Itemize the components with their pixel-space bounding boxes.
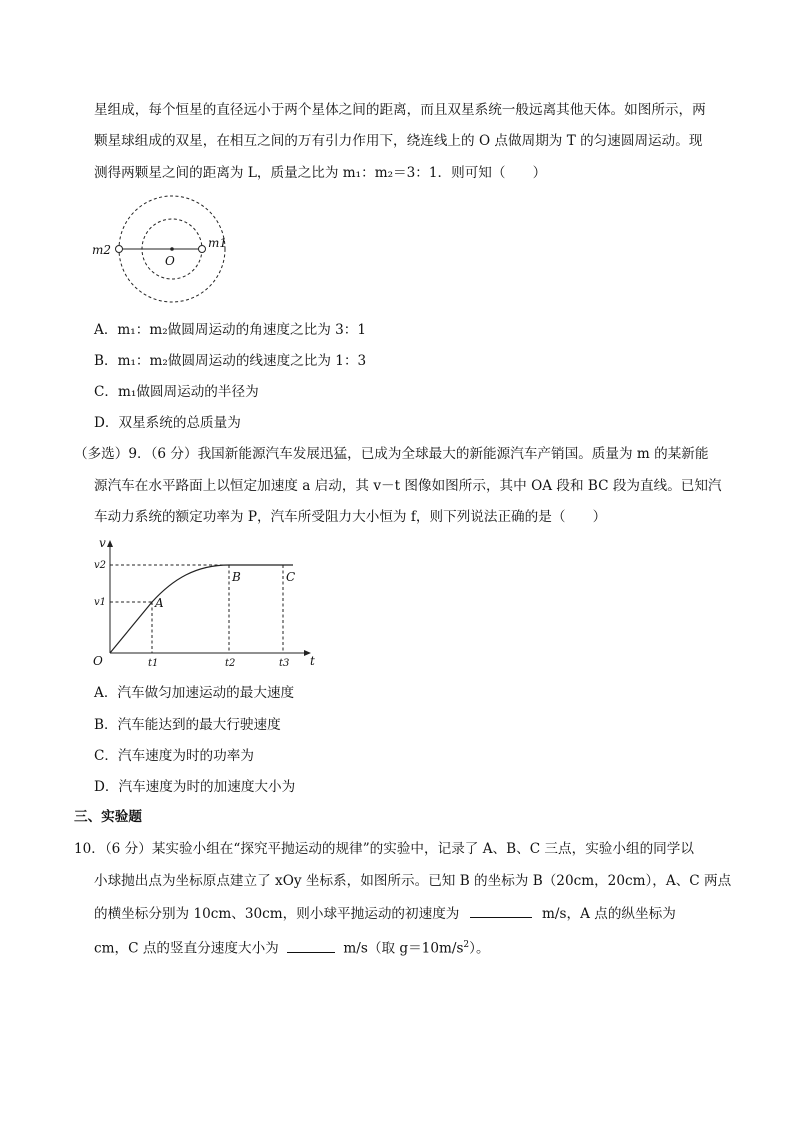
q10-line-4 — [94, 935, 490, 959]
q9-line-2: 源汽车在水平路面上以恒定加速度 a 启动，其 v－t 图像如图所示，其中 OA 段和 BC 段为直线。已知汽 — [94, 478, 722, 494]
q9-option-c[interactable]: C．汽车速度为时的功率为 — [94, 748, 254, 764]
q9-line-3: 车动力系统的额定功率为 P，汽车所受阻力大小恒为 f，则下列说法正确的是（ ） — [94, 509, 607, 525]
label-o: O — [165, 254, 175, 268]
label-t3: t3 — [279, 658, 290, 669]
q8-line-3: 测得两颗星之间的距离为 L，质量之比为 m₁：m₂＝3：1．则可知（ ） — [94, 165, 547, 181]
q10-superscript: 2 — [463, 940, 470, 950]
q8-option-c[interactable]: C．m₁做圆周运动的半径为 — [94, 384, 259, 400]
label-t1: t1 — [148, 658, 159, 669]
q9-option-d[interactable]: D．汽车速度为时的加速度大小为 — [94, 779, 296, 795]
binary-star-figure — [88, 192, 238, 307]
q10-line-3 — [94, 903, 676, 924]
vt-graph — [88, 535, 328, 673]
q10-line-2: 小球抛出点为坐标原点建立了 xOy 坐标系，如图所示。已知 B 的坐标为 B（20cm，20cm），A、C 两点 — [94, 873, 732, 889]
q10-line-4-text-a: cm，C 点的竖直分速度大小为 — [94, 940, 279, 957]
q9-option-a[interactable]: A．汽车做匀加速运动的最大速度 — [94, 685, 295, 701]
vt-curve — [110, 565, 296, 653]
q10-line-1: 10．（6 分）某实验小组在“探究平抛运动的规律”的实验中，记录了 A、B、C 三点，实验小组的同学以 — [74, 841, 694, 857]
star-m1 — [199, 246, 206, 253]
label-v: v — [99, 536, 106, 550]
label-a: A — [155, 596, 164, 610]
q8-option-a[interactable]: A．m₁：m₂做圆周运动的角速度之比为 3：1 — [94, 322, 367, 338]
label-m1: m1 — [208, 236, 228, 250]
q9-line-1: （多选）9．（6 分）我国新能源汽车发展迅猛，已成为全球最大的新能源汽车产销国。质量为 m 的某新能 — [74, 446, 709, 462]
q8-option-d[interactable]: D．双星系统的总质量为 — [94, 415, 241, 431]
answer-blank-vertical-velocity[interactable] — [287, 938, 335, 953]
answer-blank-initial-velocity[interactable] — [470, 903, 532, 918]
star-m2 — [116, 246, 123, 253]
label-v1: v1 — [94, 597, 107, 608]
label-b: B — [232, 570, 241, 584]
q10-line-4-text-c: ）。 — [469, 940, 490, 957]
q10-line-3-text-a: 的横坐标分别为 10cm、30cm，则小球平抛运动的初速度为 — [94, 906, 460, 922]
label-v2: v2 — [94, 560, 107, 571]
label-origin: O — [93, 654, 103, 668]
label-t: t — [310, 654, 315, 668]
section-heading: 三、实验题 — [74, 809, 142, 825]
label-c: C — [286, 570, 296, 584]
label-m2: m2 — [92, 243, 112, 257]
center-point-o — [170, 247, 174, 251]
q8-line-2: 颗星球组成的双星，在相互之间的万有引力作用下，绕连线上的 O 点做周期为 T 的匀速圆周运动。现 — [94, 133, 703, 149]
q10-line-3-text-b: m/s，A 点的纵坐标为 — [542, 906, 676, 922]
label-t2: t2 — [225, 658, 236, 669]
q8-line-1: 星组成，每个恒星的直径远小于两个星体之间的距离，而且双星系统一般远离其他天体。如图所示，两 — [94, 102, 706, 118]
q10-line-4-text-b: m/s（取 g＝10m/s — [343, 940, 464, 957]
q8-option-b[interactable]: B．m₁：m₂做圆周运动的线速度之比为 1：3 — [94, 353, 367, 369]
q9-option-b[interactable]: B．汽车能达到的最大行驶速度 — [94, 717, 281, 733]
